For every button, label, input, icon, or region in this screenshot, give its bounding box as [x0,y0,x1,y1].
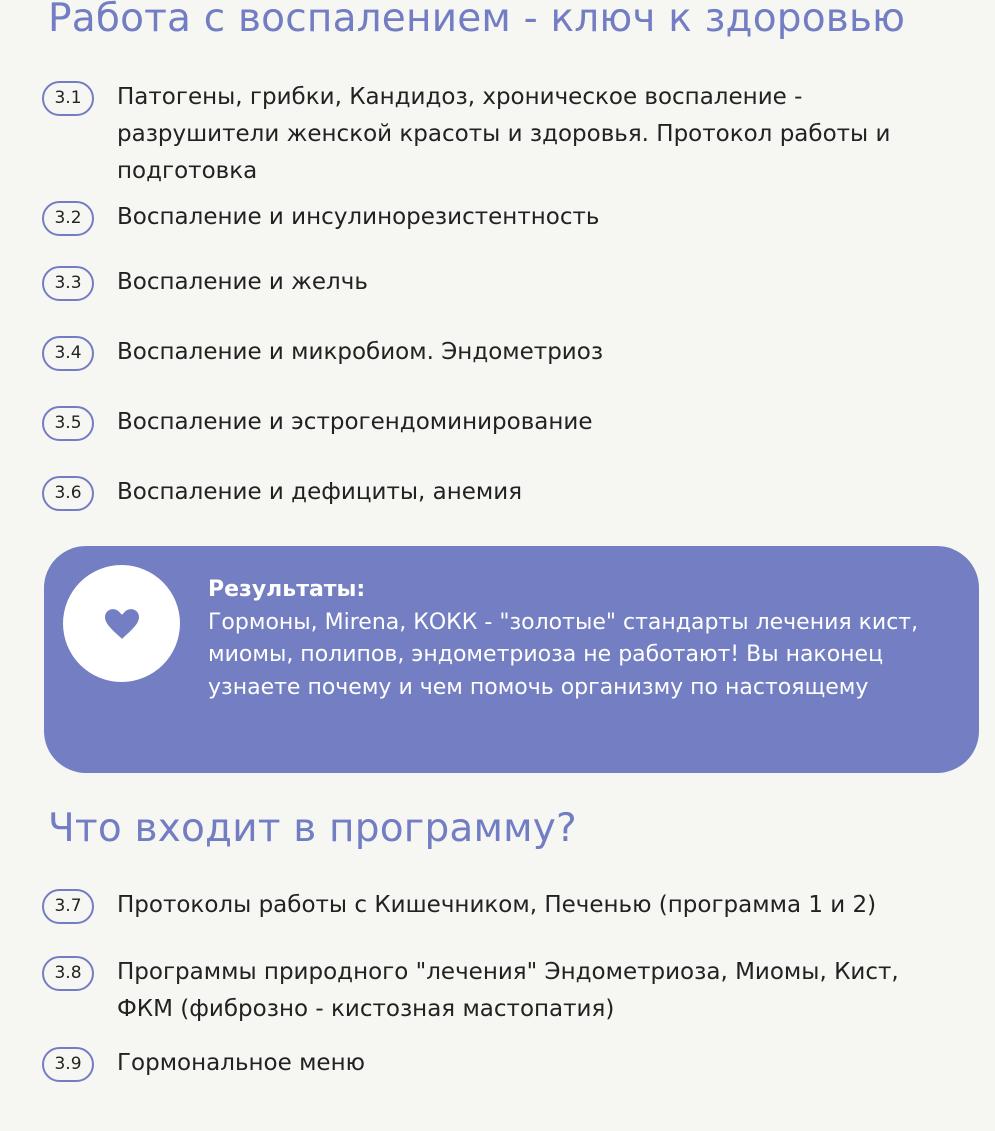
item-text: Патогены, грибки, Кандидоз, хроническое воспаление - разрушители женской красоты и здоровья. Протокол работы и подготовка [117,84,891,184]
results-text: Гормоны, Mirena, КОКК - "золотые" стандарты лечения кист, миомы, полипов, эндометриоза не работают! Вы наконец узнаете почему и чем помочь организму по настоящему [208,609,919,700]
results-title: Результаты: [208,577,366,602]
results-card [44,546,979,773]
item-text: Воспаление и инсулинорезистентность [117,204,600,230]
heart-icon-circle [63,565,180,682]
item-number-badge: 3.8 [42,956,94,991]
item-text: Воспаление и дефициты, анемия [117,479,523,505]
item-number-badge: 3.3 [42,266,94,301]
item-text: Программы природного "лечения" Эндометриоза, Миомы, Кист, ФКМ (фиброзно - кистозная мастопатия) [117,959,899,1022]
item-number-badge: 3.6 [42,476,94,511]
item-number-badge: 3.1 [42,81,94,116]
results-body [208,574,928,704]
item-text: Гормональное меню [117,1050,365,1076]
item-text: Воспаление и микробиом. Эндометриоз [117,339,604,365]
section-title-inflammation: Работа с воспалением - ключ к здоровью [48,0,906,41]
item-text: Воспаление и эстрогендоминирование [117,409,593,435]
item-number-badge: 3.4 [42,336,94,371]
heart-icon [105,609,139,639]
section-title-program: Что входит в программу? [48,806,577,851]
item-number-badge: 3.5 [42,406,94,441]
item-number-badge: 3.2 [42,201,94,236]
item-number-badge: 3.7 [42,889,94,924]
item-text: Воспаление и желчь [117,269,368,295]
item-text: Протоколы работы с Кишечником, Печенью (программа 1 и 2) [117,892,877,918]
item-number-badge: 3.9 [42,1047,94,1082]
